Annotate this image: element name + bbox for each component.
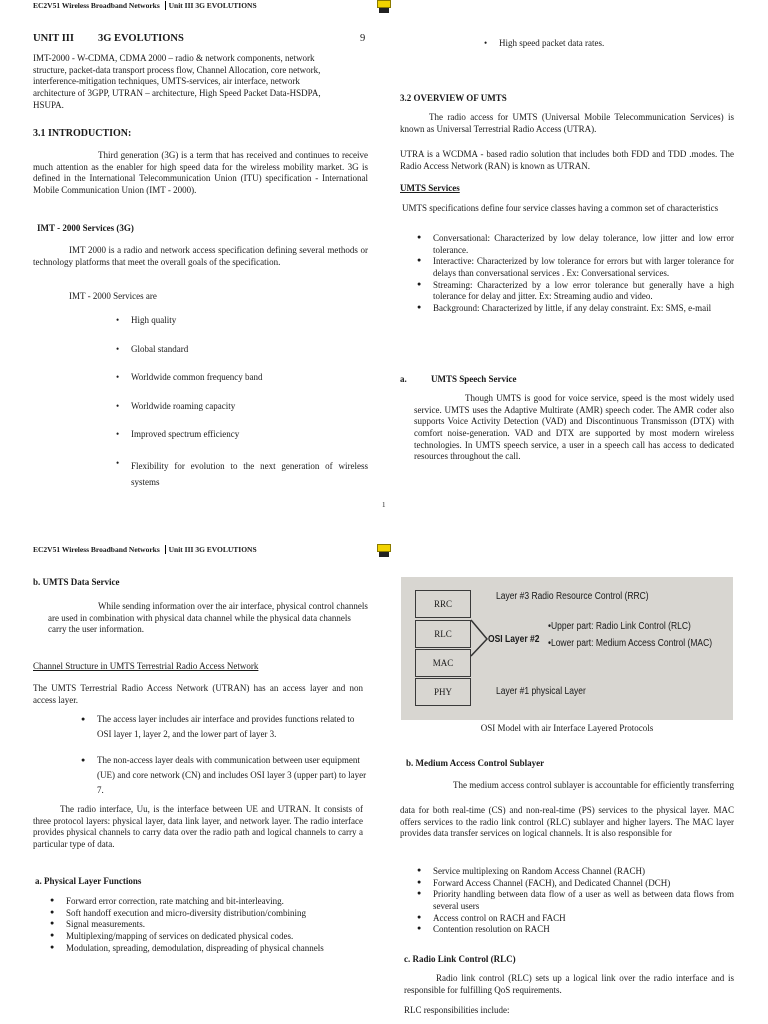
overview-text: The radio access for UMTS (Universal Mobile Telecommunication Services) is known as Universal Terrestrial Radio Access (UTRA). xyxy=(400,112,734,134)
list-item: ● The access layer includes air interface and provides functions related to OSI layer 1, layer 2, and the lower part of layer 3. xyxy=(80,712,368,742)
utra-text: UTRA is a WCDMA - based radio solution that includes both FDD and TDD .modes. The Radio Access Network (RAN) is known as UTRAN. xyxy=(400,149,734,171)
speech-label: a. xyxy=(400,374,407,384)
page-header xyxy=(33,545,257,555)
data-service-heading: b. UMTS Data Service xyxy=(33,577,120,587)
syllabus-text: IMT-2000 - W-CDMA, CDMA 2000 – radio & network components, network structure, packet-data transport process flow, Channel Allocation, core network, interference-mitigation techniques, UMTS-services, air interface, network architecture of 3GPP, UTRAN – architecture, High Speed Packet Data-HSDPA, HSUPA. xyxy=(33,53,321,110)
speech-heading: UMTS Speech Service xyxy=(431,374,517,384)
intro-text: Third generation (3G) is a term that has received and continues to receive much attention as the enabler for high speed data for the wireless mobility market. 3G is defined in the International Telecommunication Union (ITU) specification - International Mobile Communication Union (IMT - 2000). xyxy=(33,150,368,196)
imt-text: IMT 2000 is a radio and network access specification defining several methods or technology platforms that meet the overall goals of the specification. xyxy=(33,245,368,267)
unit-title: Unit III 3G EVOLUTIONS xyxy=(165,1,257,10)
rlc-heading: c. Radio Link Control (RLC) xyxy=(404,954,516,964)
list-item: ● Soft handoff execution and micro-diversity distribution/combining xyxy=(49,908,369,920)
list-item: ● Multiplexing/mapping of services on dedicated physical codes. xyxy=(49,931,369,943)
service-class-list xyxy=(416,233,734,315)
list-item: ● Forward Access Channel (FACH), and Dedicated Channel (DCH) xyxy=(416,878,734,890)
list-item: ● Priority handling between data flow of a user as well as between data flows from several users xyxy=(416,889,734,912)
utran-text: The UMTS Terrestrial Radio Access Network (UTRAN) has an access layer and non access layer. xyxy=(33,683,363,705)
course-title: EC2V51 Wireless Broadband Networks xyxy=(33,1,160,10)
lower-part-label: •Lower part: Medium Access Control (MAC) xyxy=(548,638,713,649)
service-item: • Flexibility for evolution to the next generation of wireless systems xyxy=(116,458,368,487)
unit-heading: 3G EVOLUTIONS xyxy=(98,33,184,44)
list-item: ● Streaming: Characterized by a low error tolerance but generally have a high tolerance for delay and jitter. Ex: Streaming audio and video. xyxy=(416,280,734,303)
page-number: 1 xyxy=(382,501,386,509)
rlc-responsibilities-intro: RLC responsibilities include: xyxy=(404,1005,510,1015)
list-item: ● Forward error correction, rate matching and bit-interleaving. xyxy=(49,896,369,908)
intro-heading: 3.1 INTRODUCTION: xyxy=(33,128,132,139)
layer-box-rrc: RRC xyxy=(415,590,471,618)
college-logo-icon xyxy=(376,0,392,13)
physical-layer-heading: a. Physical Layer Functions xyxy=(35,876,142,886)
overview-heading: 3.2 OVERVIEW OF UMTS xyxy=(400,93,507,103)
list-item: ● Interactive: Characterized by low tolerance for errors but with larger tolerance for delays than conversational services . Ex: Conversational services. xyxy=(416,256,734,279)
list-item: ● Modulation, spreading, demodulation, dispreading of physical channels xyxy=(49,943,369,955)
rlc-text: Radio link control (RLC) sets up a logical link over the radio interface and is responsible for fulfilling QoS requirements. xyxy=(404,973,734,995)
layer-box-mac: MAC xyxy=(415,649,471,677)
layer1-label: Layer #1 physical Layer xyxy=(496,686,586,697)
list-item: ● Background: Characterized by little, if any delay constraint. Ex: SMS, e-mail xyxy=(416,303,734,315)
list-item: ● Contention resolution on RACH xyxy=(416,924,734,936)
unit-label: UNIT III xyxy=(33,33,74,44)
course-title: EC2V51 Wireless Broadband Networks xyxy=(33,545,160,554)
layer2-label: OSI Layer #2 xyxy=(488,634,540,645)
college-logo-icon xyxy=(376,544,392,557)
channel-structure-heading: Channel Structure in UMTS Terrestrial Radio Access Network xyxy=(33,661,259,671)
imt-services-intro: IMT - 2000 Services are xyxy=(69,291,157,301)
mac-responsibility-list xyxy=(416,866,734,936)
upper-part-label: •Upper part: Radio Link Control (RLC) xyxy=(548,621,691,632)
unit-title: Unit III 3G EVOLUTIONS xyxy=(165,545,257,554)
layer3-label: Layer #3 Radio Resource Control (RRC) xyxy=(496,591,649,602)
umts-services-text: UMTS specifications define four service classes having a common set of characteristics xyxy=(402,203,719,213)
radio-interface-text: The radio interface, Uu, is the interface between UE and UTRAN. It consists of three protocol layers: physical layer, data link layer, and network layer. The radio interface provides physical channels to carry data over the radio path and logical channels to carry a particular type of data. xyxy=(33,804,363,850)
figure-caption: OSI Model with air Interface Layered Protocols xyxy=(480,723,654,733)
unit-hours: 9 xyxy=(360,33,366,44)
list-item: ● Conversational: Characterized by low delay tolerance, low jitter and low error tolerance. xyxy=(416,233,734,256)
mac-text: The medium access control sublayer is accountable for efficiently transferring xyxy=(453,780,734,790)
imt-heading: IMT - 2000 Services (3G) xyxy=(37,223,134,233)
list-item: ● Access control on RACH and FACH xyxy=(416,913,734,925)
access-layer-list xyxy=(80,712,368,798)
osi-diagram xyxy=(401,577,733,720)
page-header xyxy=(33,1,257,11)
list-item: ● Service multiplexing on Random Access Channel (RACH) xyxy=(416,866,734,878)
layer-box-phy: PHY xyxy=(415,678,471,706)
mac-heading: b. Medium Access Control Sublayer xyxy=(406,758,545,768)
umts-services-heading: UMTS Services xyxy=(400,183,460,193)
mac-text: data for both real-time (CS) and non-real-time (PS) services to the physical layer. MAC offers services to the radio link control (RLC) sublayer and higher layers. The MAC layer provides data transfer services on logical channels. It is also responsible for xyxy=(400,805,734,839)
list-item: ● Signal measurements. xyxy=(49,919,369,931)
layer-box-rlc: RLC xyxy=(415,620,471,648)
data-service-text: While sending information over the air interface, physical control channels are used in combination with physical data channel while the physical data channels carry the user information. xyxy=(48,601,368,635)
physical-layer-list xyxy=(49,896,369,954)
list-item: ● The non-access layer deals with communication between user equipment (UE) and core network (CN) and includes OSI layer 3 (upper part) to layer 7. xyxy=(80,753,368,798)
speech-text: Though UMTS is good for voice service, speed is the most widely used service. UMTS uses the Adaptive Multirate (AMR) speech coder. The AMR coder also supports Voice Activity Detection (VAD) and Discontinuous Transmisson (DTX) with comfort noise-generation. VAD and DTX are supported by most modern wireless technologies. In UMTS speech service, a user in a speech call has access to dedicated resources throughout the call. xyxy=(414,393,734,462)
